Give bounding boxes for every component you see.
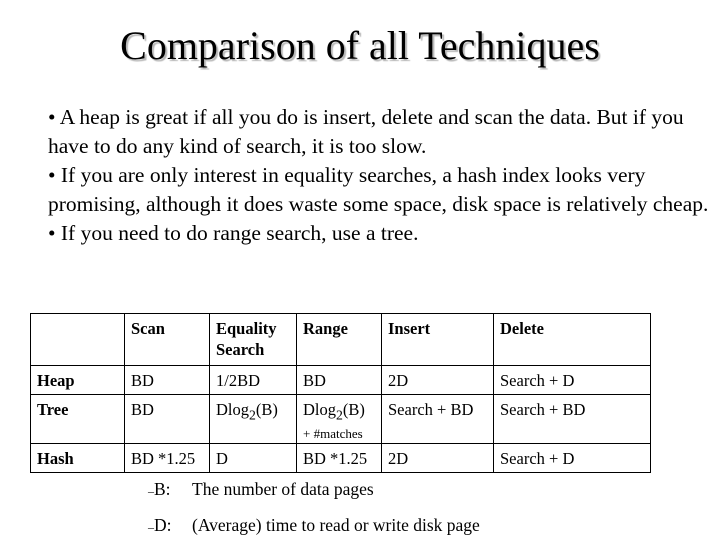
legend-key-d: D:: [154, 515, 172, 535]
tree-equality-subscript: 2: [249, 407, 256, 423]
table-row: [31, 444, 651, 473]
cell-tree-range: [297, 395, 382, 444]
bullet-hash: • If you are only interest in equality searches, a hash index looks very promising, although it does waste some space, disk space is relatively cheap.: [48, 163, 709, 216]
cell-hash-scan: BD *1.25: [125, 444, 210, 473]
header-equality-search: Equality Search: [210, 314, 297, 366]
tree-range-text: Dlog: [303, 400, 336, 419]
cell-tree-insert: Search + BD: [382, 395, 494, 444]
bullet-list: [48, 103, 713, 248]
cell-heap-range: BD: [297, 366, 382, 395]
cell-hash-range: BD *1.25: [297, 444, 382, 473]
header-insert: Insert: [382, 314, 494, 366]
header-cell-empty: [31, 314, 125, 366]
legend-dash: –: [148, 484, 154, 498]
legend-d: [148, 515, 480, 536]
bullet-heap: • A heap is great if all you do is insert, delete and scan the data. But if you have to do any kind of search, it is too slow.: [48, 105, 684, 158]
legend-text-d: (Average) time to read or write disk page: [192, 515, 480, 535]
header-range: Range: [297, 314, 382, 366]
table-row: [31, 395, 651, 444]
table-row: [31, 366, 651, 395]
tree-range-subscript: 2: [336, 407, 343, 423]
table-header-row: [31, 314, 651, 366]
tree-range-tail: (B): [342, 400, 365, 419]
legend-key-b: B:: [154, 479, 171, 499]
cell-hash-equality: D: [210, 444, 297, 473]
cell-heap-insert: 2D: [382, 366, 494, 395]
header-delete: Delete: [494, 314, 651, 366]
cell-hash-insert: 2D: [382, 444, 494, 473]
comparison-table: [30, 313, 651, 473]
slide-title: Comparison of all Techniques: [120, 23, 600, 68]
cell-tree-delete: Search + BD: [494, 395, 651, 444]
cell-heap-scan: BD: [125, 366, 210, 395]
row-label-tree: Tree: [31, 395, 125, 444]
legend-b: [148, 479, 374, 500]
tree-equality-text: Dlog: [216, 400, 249, 419]
row-label-heap: Heap: [31, 366, 125, 395]
row-label-hash: Hash: [31, 444, 125, 473]
bullet-tree: • If you need to do range search, use a tree.: [48, 221, 419, 245]
tree-range-note: + #matches: [303, 426, 363, 442]
cell-tree-equality: [210, 395, 297, 444]
cell-heap-delete: Search + D: [494, 366, 651, 395]
tree-equality-tail: (B): [255, 400, 278, 419]
legend-dash: –: [148, 520, 154, 534]
legend-text-b: The number of data pages: [192, 479, 374, 499]
cell-tree-scan: BD: [125, 395, 210, 444]
cell-heap-equality: 1/2BD: [210, 366, 297, 395]
cell-hash-delete: Search + D: [494, 444, 651, 473]
header-scan: Scan: [125, 314, 210, 366]
